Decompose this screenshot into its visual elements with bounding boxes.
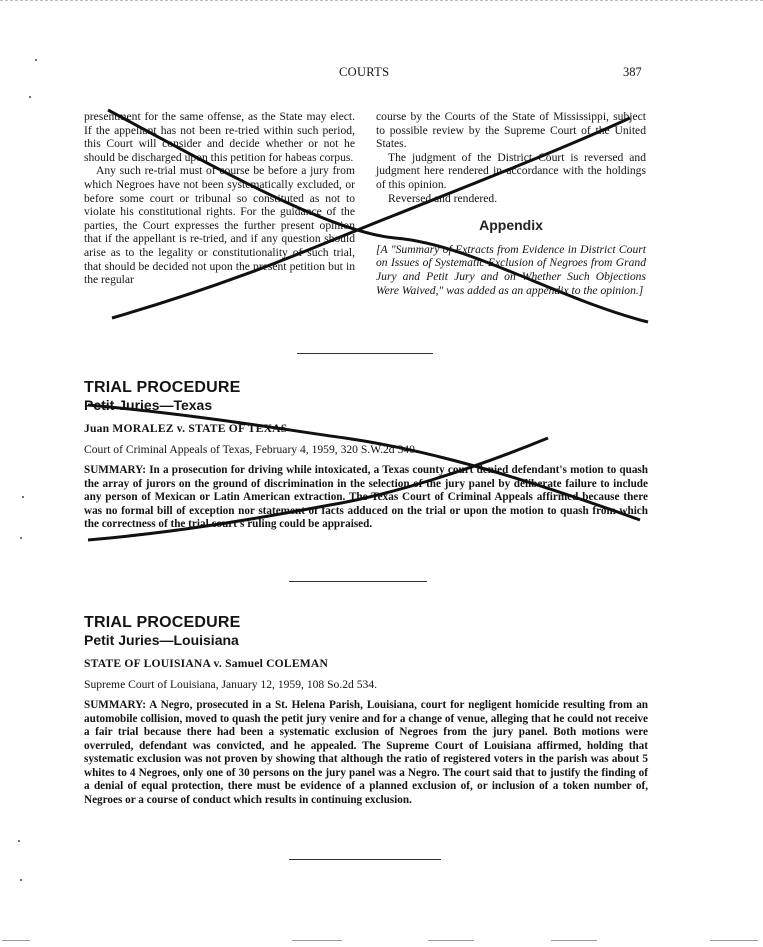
bottom-scan-edge [292, 940, 342, 941]
scan-speck [29, 96, 31, 98]
left-paragraph-1: presentment for the same offense, as the State may elect. If the appellant has not been re-tried within such period, this Court will consider and decide whether or not he should be discharged upon this petition for habeas corpus. [84, 110, 355, 164]
left-column [84, 110, 355, 287]
section-category: TRIAL PROCEDURE [84, 614, 241, 631]
case-citation: Supreme Court of Louisiana, January 12, 1959, 108 So.2d 534. [84, 678, 378, 691]
case-title: Juan MORALEZ v. STATE OF TEXAS [84, 422, 288, 435]
case-summary [84, 464, 648, 532]
case-section-texas [84, 379, 648, 532]
case-title: STATE OF LOUISIANA v. Samuel COLEMAN [84, 657, 329, 670]
divider-rule [289, 581, 427, 582]
divider-rule [297, 353, 433, 354]
right-paragraph-2: The judgment of the District Court is reversed and judgment here rendered in accordance with the holdings of this opinion. [376, 150, 646, 191]
case-citation: Court of Criminal Appeals of Texas, February 4, 1959, 320 S.W.2d 340. [84, 443, 418, 456]
divider-rule [289, 859, 441, 860]
case-summary [84, 699, 648, 807]
bottom-scan-edge [428, 940, 474, 941]
page-number: 387 [623, 65, 642, 79]
case-section-louisiana [84, 614, 648, 807]
top-scan-edge [0, 0, 763, 2]
left-paragraph-2: Any such re-trial must of course be before a jury from which Negroes have not been systematically excluded, or before some court or tribunal so constituted as not to violate his constitutional rights. For the guidance of the parties, the Court expresses the further present opinion that if the appellant is re-tried, and if any question should arise as to the legality or constitutionality of such trial, that should be decided not upon the present petition but in the regular [84, 164, 355, 287]
right-paragraph-1: course by the Courts of the State of Mississippi, subject to possible review by the Supreme Court of the United States. [376, 110, 646, 151]
summary-label: SUMMARY: [84, 464, 146, 476]
summary-label: SUMMARY: [84, 699, 146, 711]
section-subcategory: Petit Juries—Louisiana [84, 632, 239, 648]
right-paragraph-3: Reversed and rendered. [388, 191, 498, 205]
scan-speck [20, 537, 22, 539]
summary-text: In a prosecution for driving while intoxicated, a Texas county court denied defendant's motion to quash the array of jurors on the ground of discrimination in the selection of the jury panel by deliberate failure to include any person of Mexican or Latin American extraction. The Texas Court of Criminal Appeals affirmed because there was no formal bill of exception nor statement of facts adduced on the trial or upon the motion to quash from which the correctness of the trial court's ruling could be appraised. [84, 464, 648, 530]
bottom-scan-edge [551, 940, 597, 941]
appendix-note: [A "Summary of Extracts from Evidence in District Court on Issues of Systematic Exclusion of Negroes from Grand Jury and Petit Jury and on Whether Such Objections Were Waived," was added as an appendix to the opinion.] [376, 242, 646, 297]
scan-speck [35, 59, 37, 61]
scan-speck [22, 496, 24, 498]
appendix-heading: Appendix [479, 217, 543, 234]
right-column [376, 110, 646, 297]
summary-text: A Negro, prosecuted in a St. Helena Parish, Louisiana, court for negligent homicide resulting from an automobile collision, moved to quash the petit jury venire and for a change of venue, alleging that he could not receive a fair trial because there had been a systematic exclusion of Negroes from the jury panel. Both motions were overruled, defendant was convicted, and he appealed. The Supreme Court of Louisiana affirmed, holding that systematic exclusion was not proven by showing that although the ratio of registered voters in the parish was about 5 whites to 4 Negroes, only one of 30 persons on the jury panel was a Negro. The court said that to justify the finding of a denial of equal protection, there must be evidence of a planned exclusion of, or inclusion of a token number of, Negroes or a course of conduct which results in continuing exclusion. [84, 699, 649, 806]
section-subcategory: Petit Juries—Texas [84, 397, 213, 413]
running-header-title: COURTS [339, 65, 390, 79]
bottom-scan-edge [710, 940, 758, 941]
scan-speck [20, 879, 22, 881]
section-category: TRIAL PROCEDURE [84, 379, 241, 396]
bottom-scan-edge [2, 940, 30, 941]
scan-speck [18, 840, 20, 842]
